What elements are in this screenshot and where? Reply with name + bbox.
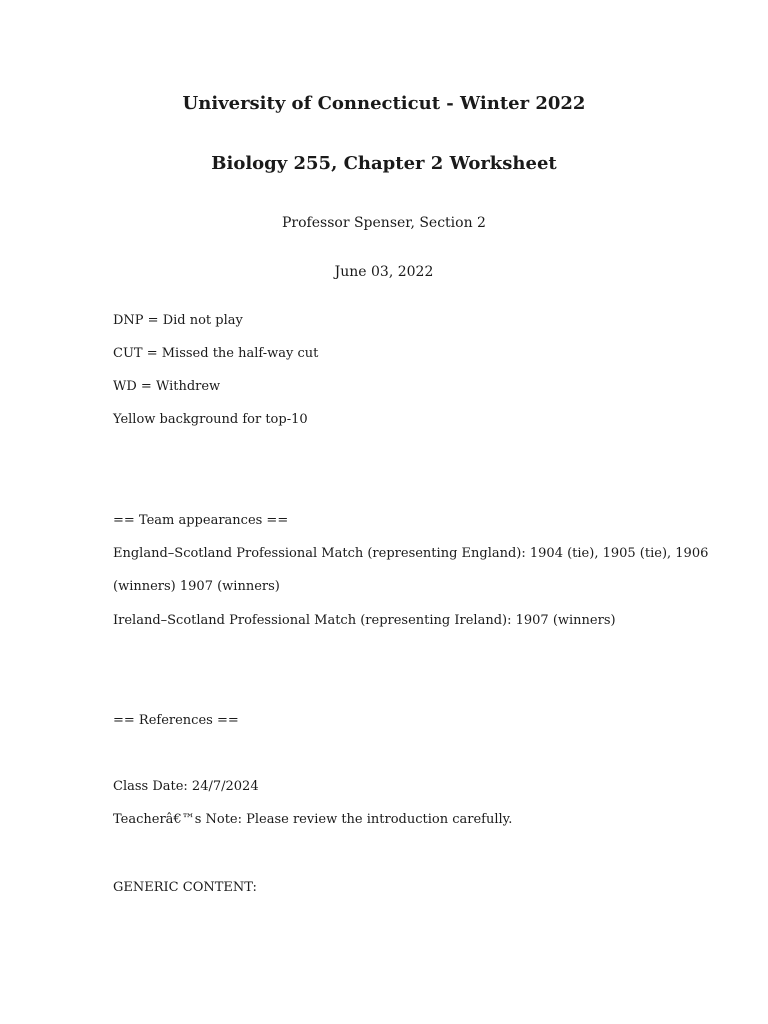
teacher-note: Teacherâ€™s Note: Please review the introduction carefully. bbox=[113, 812, 513, 827]
legend-yellow: Yellow background for top-10 bbox=[113, 412, 308, 427]
team-appearances-heading: == Team appearances == bbox=[113, 513, 289, 528]
class-date: Class Date: 24/7/2024 bbox=[113, 779, 259, 794]
worksheet-title: Biology 255, Chapter 2 Worksheet bbox=[211, 153, 557, 174]
legend-wd: WD = Withdrew bbox=[113, 379, 221, 394]
professor-line: Professor Spenser, Section 2 bbox=[282, 215, 486, 231]
legend-dnp: DNP = Did not play bbox=[113, 313, 243, 328]
generic-content-label: GENERIC CONTENT: bbox=[113, 880, 257, 895]
england-match-continuation: (winners) 1907 (winners) bbox=[113, 579, 280, 594]
document-date: June 03, 2022 bbox=[334, 264, 434, 280]
england-match-line: England–Scotland Professional Match (representing England): 1904 (tie), 1905 (tie), 1906 bbox=[113, 546, 709, 561]
ireland-match-line: Ireland–Scotland Professional Match (representing Ireland): 1907 (winners) bbox=[113, 613, 616, 628]
legend-cut: CUT = Missed the half-way cut bbox=[113, 346, 319, 361]
document-title: University of Connecticut - Winter 2022 bbox=[182, 93, 586, 114]
references-heading: == References == bbox=[113, 713, 239, 728]
